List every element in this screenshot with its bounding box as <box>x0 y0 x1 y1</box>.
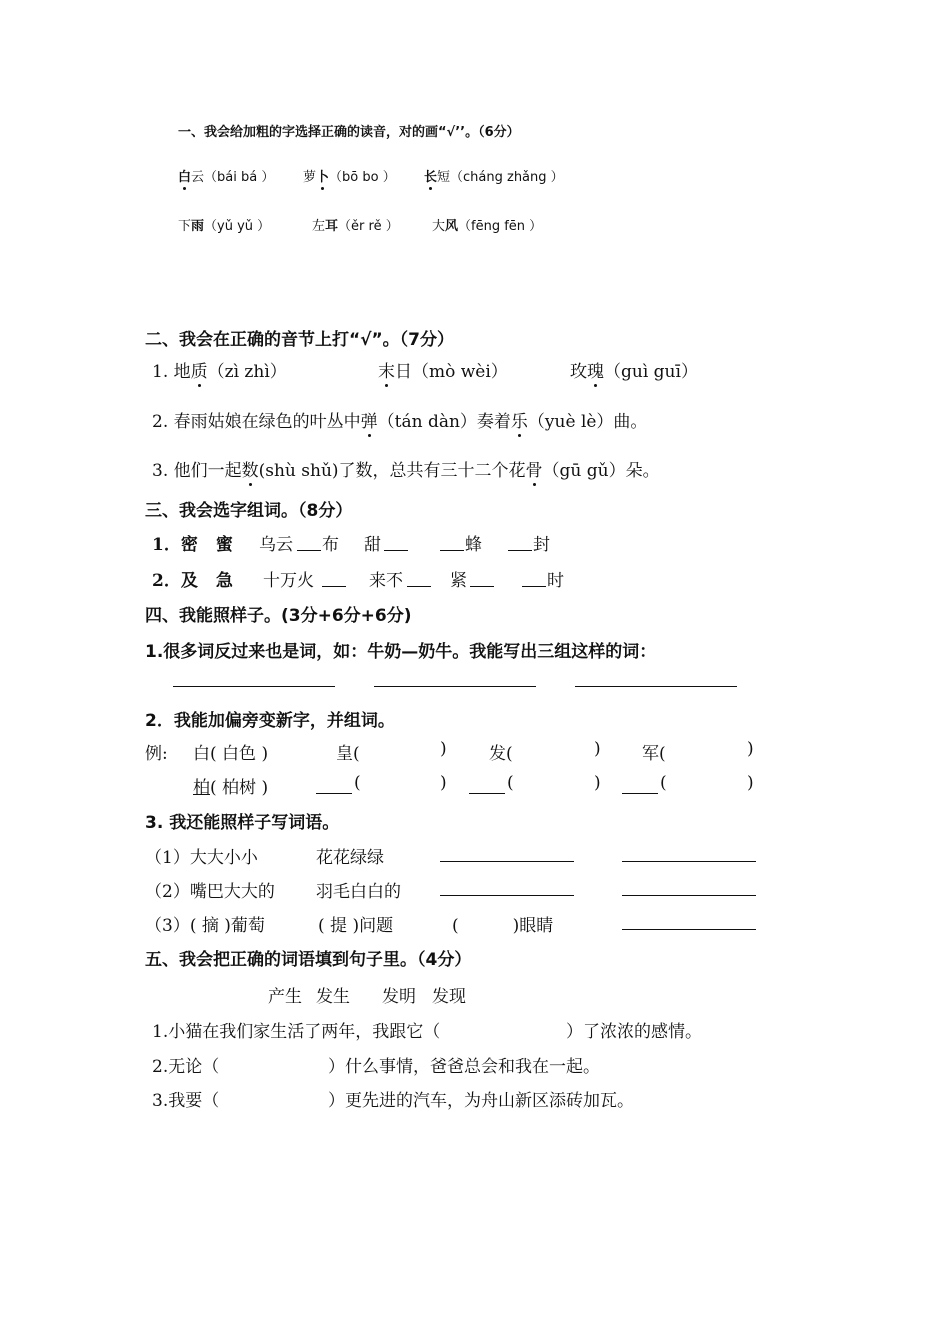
bracket-close: ) <box>747 739 754 759</box>
base-word: 白色 <box>222 744 257 764</box>
answer-blank[interactable] <box>384 550 408 551</box>
s2-dotted-char: 数 <box>242 456 259 481</box>
s1-char: 左 <box>312 219 326 234</box>
s2-dotted-char: 乐 <box>511 407 528 432</box>
fill-pair: ( )眼睛 <box>452 916 554 936</box>
s1-pinyin: （bō bo ） <box>329 170 396 185</box>
s1-item-6 <box>432 215 542 234</box>
example-word: 嘴巴大大的 <box>189 882 275 902</box>
s3-word: 来不 <box>369 571 403 591</box>
example-word: 花花绿绿 <box>316 848 384 868</box>
given-char: 军 <box>642 744 659 764</box>
answer-line[interactable] <box>173 686 335 687</box>
answer-blank[interactable] <box>522 586 546 587</box>
s1-bold-char: 耳 <box>325 219 339 234</box>
s2-pinyin: 日（mò wèi） <box>395 362 508 382</box>
word-option: 发明 <box>382 987 416 1007</box>
s2-dotted-char: 瑰 <box>587 357 604 382</box>
section-5-title: 五、我会把正确的词语填到句子里。（4分） <box>145 950 472 970</box>
s3-char-option: 蜜 <box>215 535 233 555</box>
answer-line[interactable] <box>622 861 756 862</box>
s3-word: 封 <box>533 535 550 555</box>
example-word: 问题 <box>359 916 394 936</box>
answer-blank[interactable] <box>508 550 532 551</box>
section-4-title: 四、我能照样子。(3分+6分+6分) <box>145 606 412 626</box>
answer-line[interactable] <box>440 895 574 896</box>
bracket-open: ( <box>660 773 667 793</box>
line-num: （2） <box>145 882 190 902</box>
s2-item-2 <box>378 357 508 382</box>
word-option: 产生 <box>268 987 302 1007</box>
word-option: 发现 <box>432 987 466 1007</box>
s4-question-1: 1.很多词反过来也是词，如：牛奶—奶牛。我能写出三组这样的词： <box>145 642 657 662</box>
s1-item-5 <box>312 215 399 234</box>
s3-row-1-label <box>152 530 233 555</box>
answer-line[interactable] <box>622 929 756 930</box>
s2-dotted-char: 骨 <box>526 456 543 481</box>
answer-blank[interactable] <box>407 586 431 587</box>
s1-item-4 <box>178 215 270 234</box>
s3-char-option: 密 <box>180 535 198 555</box>
s1-pinyin: 云（bái bá ） <box>191 170 275 185</box>
section-3-title: 三、我会选字组词。（8分） <box>145 501 353 521</box>
s3-word: 十万火 <box>263 571 314 591</box>
s1-pinyin: （fēng fēn ） <box>458 219 543 234</box>
bracket-close: ) <box>440 773 447 793</box>
s3-word: 布 <box>322 535 339 555</box>
s4-question-2: 2．我能加偏旁变新字，并组词。 <box>145 711 395 731</box>
s2-pinyin: （zì zhì） <box>207 362 287 382</box>
given-char: 皇 <box>336 744 353 764</box>
line-num: （1） <box>145 848 190 868</box>
s1-pinyin: （ěr rě ） <box>338 219 399 234</box>
s2-item-5 <box>152 456 660 481</box>
s2-text: 2. 春雨姑娘在绿色的叶丛中 <box>152 412 361 432</box>
s3-char-option: 急 <box>215 571 233 591</box>
s1-bold-char: 雨 <box>191 219 205 234</box>
answer-blank[interactable] <box>440 550 464 551</box>
example-base-char: 白( 白色 ) <box>193 744 269 764</box>
s2-dotted-char: 弹 <box>361 407 378 432</box>
s2-item-4 <box>152 407 647 432</box>
s3-word: 时 <box>547 571 564 591</box>
bracket-close: ) <box>594 773 601 793</box>
s1-char: 萝 <box>303 170 317 185</box>
s1-char: 下 <box>178 219 192 234</box>
char-item: 皇( <box>336 744 360 764</box>
given-char: 发 <box>489 744 506 764</box>
derived-char: 柏 <box>193 778 210 798</box>
line-num: （3） <box>145 916 190 936</box>
s2-text: 1. 地 <box>152 362 191 382</box>
answer-blank[interactable] <box>470 586 494 587</box>
s2-item-3 <box>570 357 698 382</box>
example-verb: 摘 <box>201 916 219 936</box>
s4-line-1 <box>145 843 258 868</box>
s1-dotted-char: 白 <box>178 166 191 185</box>
s1-dotted-char: 卜 <box>316 166 329 185</box>
s3-word: 蜂 <box>465 535 482 555</box>
answer-blank[interactable] <box>469 793 505 794</box>
example-word: 葡萄 <box>230 916 265 936</box>
s5-sentence-2: 2.无论（ <box>152 1057 220 1077</box>
example-word: 羽毛白白的 <box>316 882 401 902</box>
s5-sentence-3: 3.我要（ <box>152 1091 220 1111</box>
s1-bold-char: 风 <box>445 219 459 234</box>
answer-blank[interactable] <box>622 793 658 794</box>
answer-blank[interactable] <box>316 793 352 794</box>
section-2-title: 二、我会在正确的音节上打“√”。（7分） <box>145 330 455 350</box>
s3-word: 乌云 <box>259 535 293 555</box>
s1-dotted-char: 长 <box>424 166 437 185</box>
s3-word: 紧 <box>450 571 467 591</box>
example-word: 大大小小 <box>189 848 258 868</box>
s2-text: 3. 他们一起 <box>152 461 242 481</box>
bracket-open: ( <box>507 773 514 793</box>
s5-sentence-1-end: ）了浓浓的感情。 <box>566 1022 702 1042</box>
s4-line-2 <box>145 877 275 902</box>
s3-row-2-label <box>152 566 233 591</box>
s1-item-2 <box>303 166 396 185</box>
answer-line[interactable] <box>440 861 574 862</box>
s1-item-1 <box>178 166 274 185</box>
example-derived-char: 柏( 柏树 ) <box>193 778 269 798</box>
s1-pinyin: （yǔ yǔ ） <box>204 219 271 234</box>
answer-blank[interactable] <box>297 550 321 551</box>
s1-pinyin: 短（cháng zhǎng ） <box>437 170 564 185</box>
example-word: 眼睛 <box>519 916 554 936</box>
s2-dotted-char: 末 <box>378 357 395 382</box>
section-1-title: 一、我会给加粗的字选择正确的读音，对的画“√’’。（6分） <box>178 125 520 140</box>
word-bank <box>268 982 466 1007</box>
s3-word: 甜 <box>364 535 381 555</box>
s1-item-3 <box>424 166 564 185</box>
s2-text: 玫 <box>570 362 587 382</box>
bracket-close: ) <box>747 773 754 793</box>
s5-sentence-2-end: ）什么事情，爸爸总会和我在一起。 <box>328 1057 600 1077</box>
example-verb: 提 <box>330 916 348 936</box>
char-item: 军( <box>642 744 666 764</box>
s2-text: （yuè lè）曲。 <box>527 412 648 432</box>
s2-pinyin: （guì guī） <box>604 362 698 382</box>
s2-item-1 <box>152 357 287 382</box>
s2-dotted-char: 质 <box>191 357 208 382</box>
answer-blank[interactable] <box>322 586 346 587</box>
answer-line[interactable] <box>622 895 756 896</box>
char-item: 发( <box>489 744 513 764</box>
s2-text: （tán dàn）奏着 <box>377 412 511 432</box>
s5-sentence-3-end: ）更先进的汽车，为舟山新区添砖加瓦。 <box>328 1091 634 1111</box>
bracket-close: ) <box>594 739 601 759</box>
bracket-close: ) <box>440 739 447 759</box>
answer-line[interactable] <box>374 686 536 687</box>
example-label: 例: <box>145 744 168 764</box>
s4-question-3: 3. 我还能照样子写词语。 <box>145 813 340 833</box>
derived-word: 柏树 <box>222 778 257 798</box>
example-pair: ( 提 )问题 <box>318 916 394 936</box>
s3-num: 1． <box>152 535 181 555</box>
word-option: 发生 <box>316 987 350 1007</box>
s2-text: （gū gǔ）朵。 <box>542 461 660 481</box>
s3-num: 2． <box>152 571 181 591</box>
s2-text: (shù shǔ)了数，总共有三十二个花 <box>258 461 526 481</box>
s3-char-option: 及 <box>180 571 198 591</box>
s4-line-3: （3）( 摘 )葡萄 <box>145 916 265 936</box>
s1-char: 大 <box>432 219 446 234</box>
s5-sentence-1: 1.小猫在我们家生活了两年，我跟它（ <box>152 1022 441 1042</box>
base-char: 白 <box>193 744 210 764</box>
answer-line[interactable] <box>575 686 737 687</box>
bracket-open: ( <box>354 773 361 793</box>
